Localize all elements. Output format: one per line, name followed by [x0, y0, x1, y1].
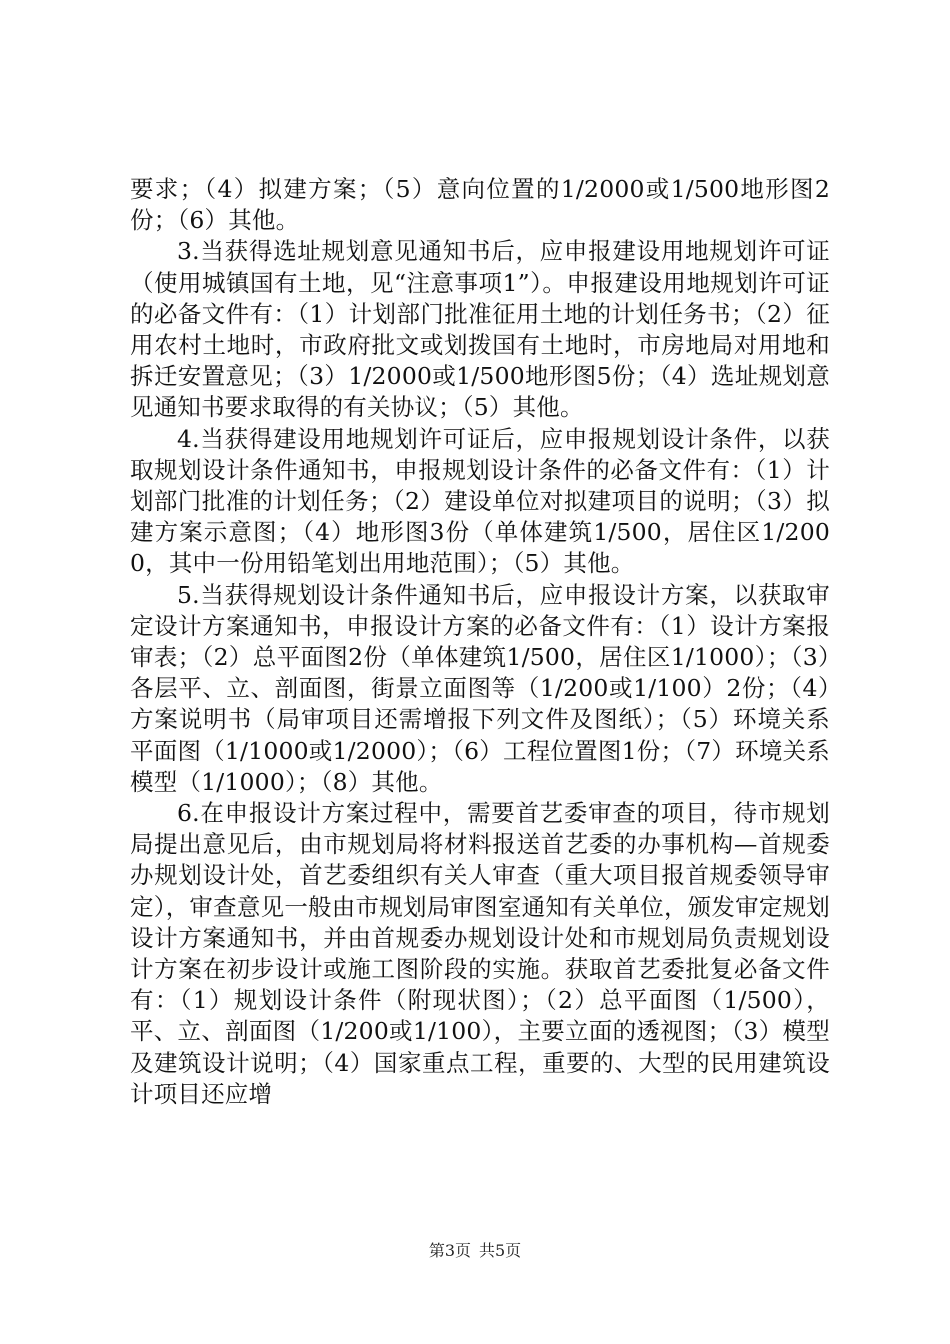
page-total: 共5页: [479, 1241, 522, 1260]
paragraph-item-5: 5.当获得规划设计条件通知书后，应申报设计方案，以获取审定设计方案通知书，申报设计方案的必备文件有：（1）设计方案报审表；（2）总平面图2份（单体建筑1/500，居住区1/1000）；（3）各层平、立、剖面图，街景立面图等（1/200或1/100）2份；（4）方案说明书（局审项目还需增报下列文件及图纸）；（5）环境关系平面图（1/1000或1/2000）；（6）工程位置图1份；（7）环境关系模型（1/1000）；（8）其他。: [130, 580, 830, 796]
paragraph-item-4: 4.当获得建设用地规划许可证后，应申报规划设计条件，以获取规划设计条件通知书，申报规划设计条件的必备文件有：（1）计划部门批准的计划任务；（2）建设单位对拟建项目的说明；（3）拟建方案示意图；（4）地形图3份（单体建筑1/500，居住区1/2000，其中一份用铅笔划出用地范围）；（5）其他。: [130, 424, 830, 578]
paragraph-item-6: 6.在申报设计方案过程中，需要首艺委审查的项目，待市规划局提出意见后，由市规划局将材料报送首艺委的办事机构—首规委办规划设计处，首艺委组织有关人审查（重大项目报首规委领导审定），审查意见一般由市规划局审图室通知有关单位，颁发审定规划设计方案通知书，并由首规委办规划设计处和市规划局负责规划设计方案在初步设计或施工图阶段的实施。获取首艺委批复必备文件有：（1）规划设计条件（附现状图）；（2）总平面图（1/500），平、立、剖面图（1/200或1/100），主要立面的透视图；（3）模型及建筑设计说明；（4）国家重点工程，重要的、大型的民用建筑设计项目还应增: [130, 799, 830, 1108]
document-body: [130, 174, 830, 1110]
page-footer: [0, 1241, 950, 1261]
page-number: 第3页: [428, 1241, 471, 1260]
paragraph-item-3: 3.当获得选址规划意见通知书后，应申报建设用地规划许可证（使用城镇国有土地，见“注意事项1”）。申报建设用地规划许可证的必备文件有：（1）计划部门批准征用土地的计划任务书；（2）征用农村土地时，市政府批文或划拨国有土地时，市房地局对用地和拆迁安置意见；（3）1/2000或1/500地形图5份；（4）选址规划意见通知书要求取得的有关协议；（5）其他。: [130, 237, 830, 422]
paragraph-continuation: 要求；（4）拟建方案；（5）意向位置的1/2000或1/500地形图2份；（6）其他。: [130, 175, 830, 235]
